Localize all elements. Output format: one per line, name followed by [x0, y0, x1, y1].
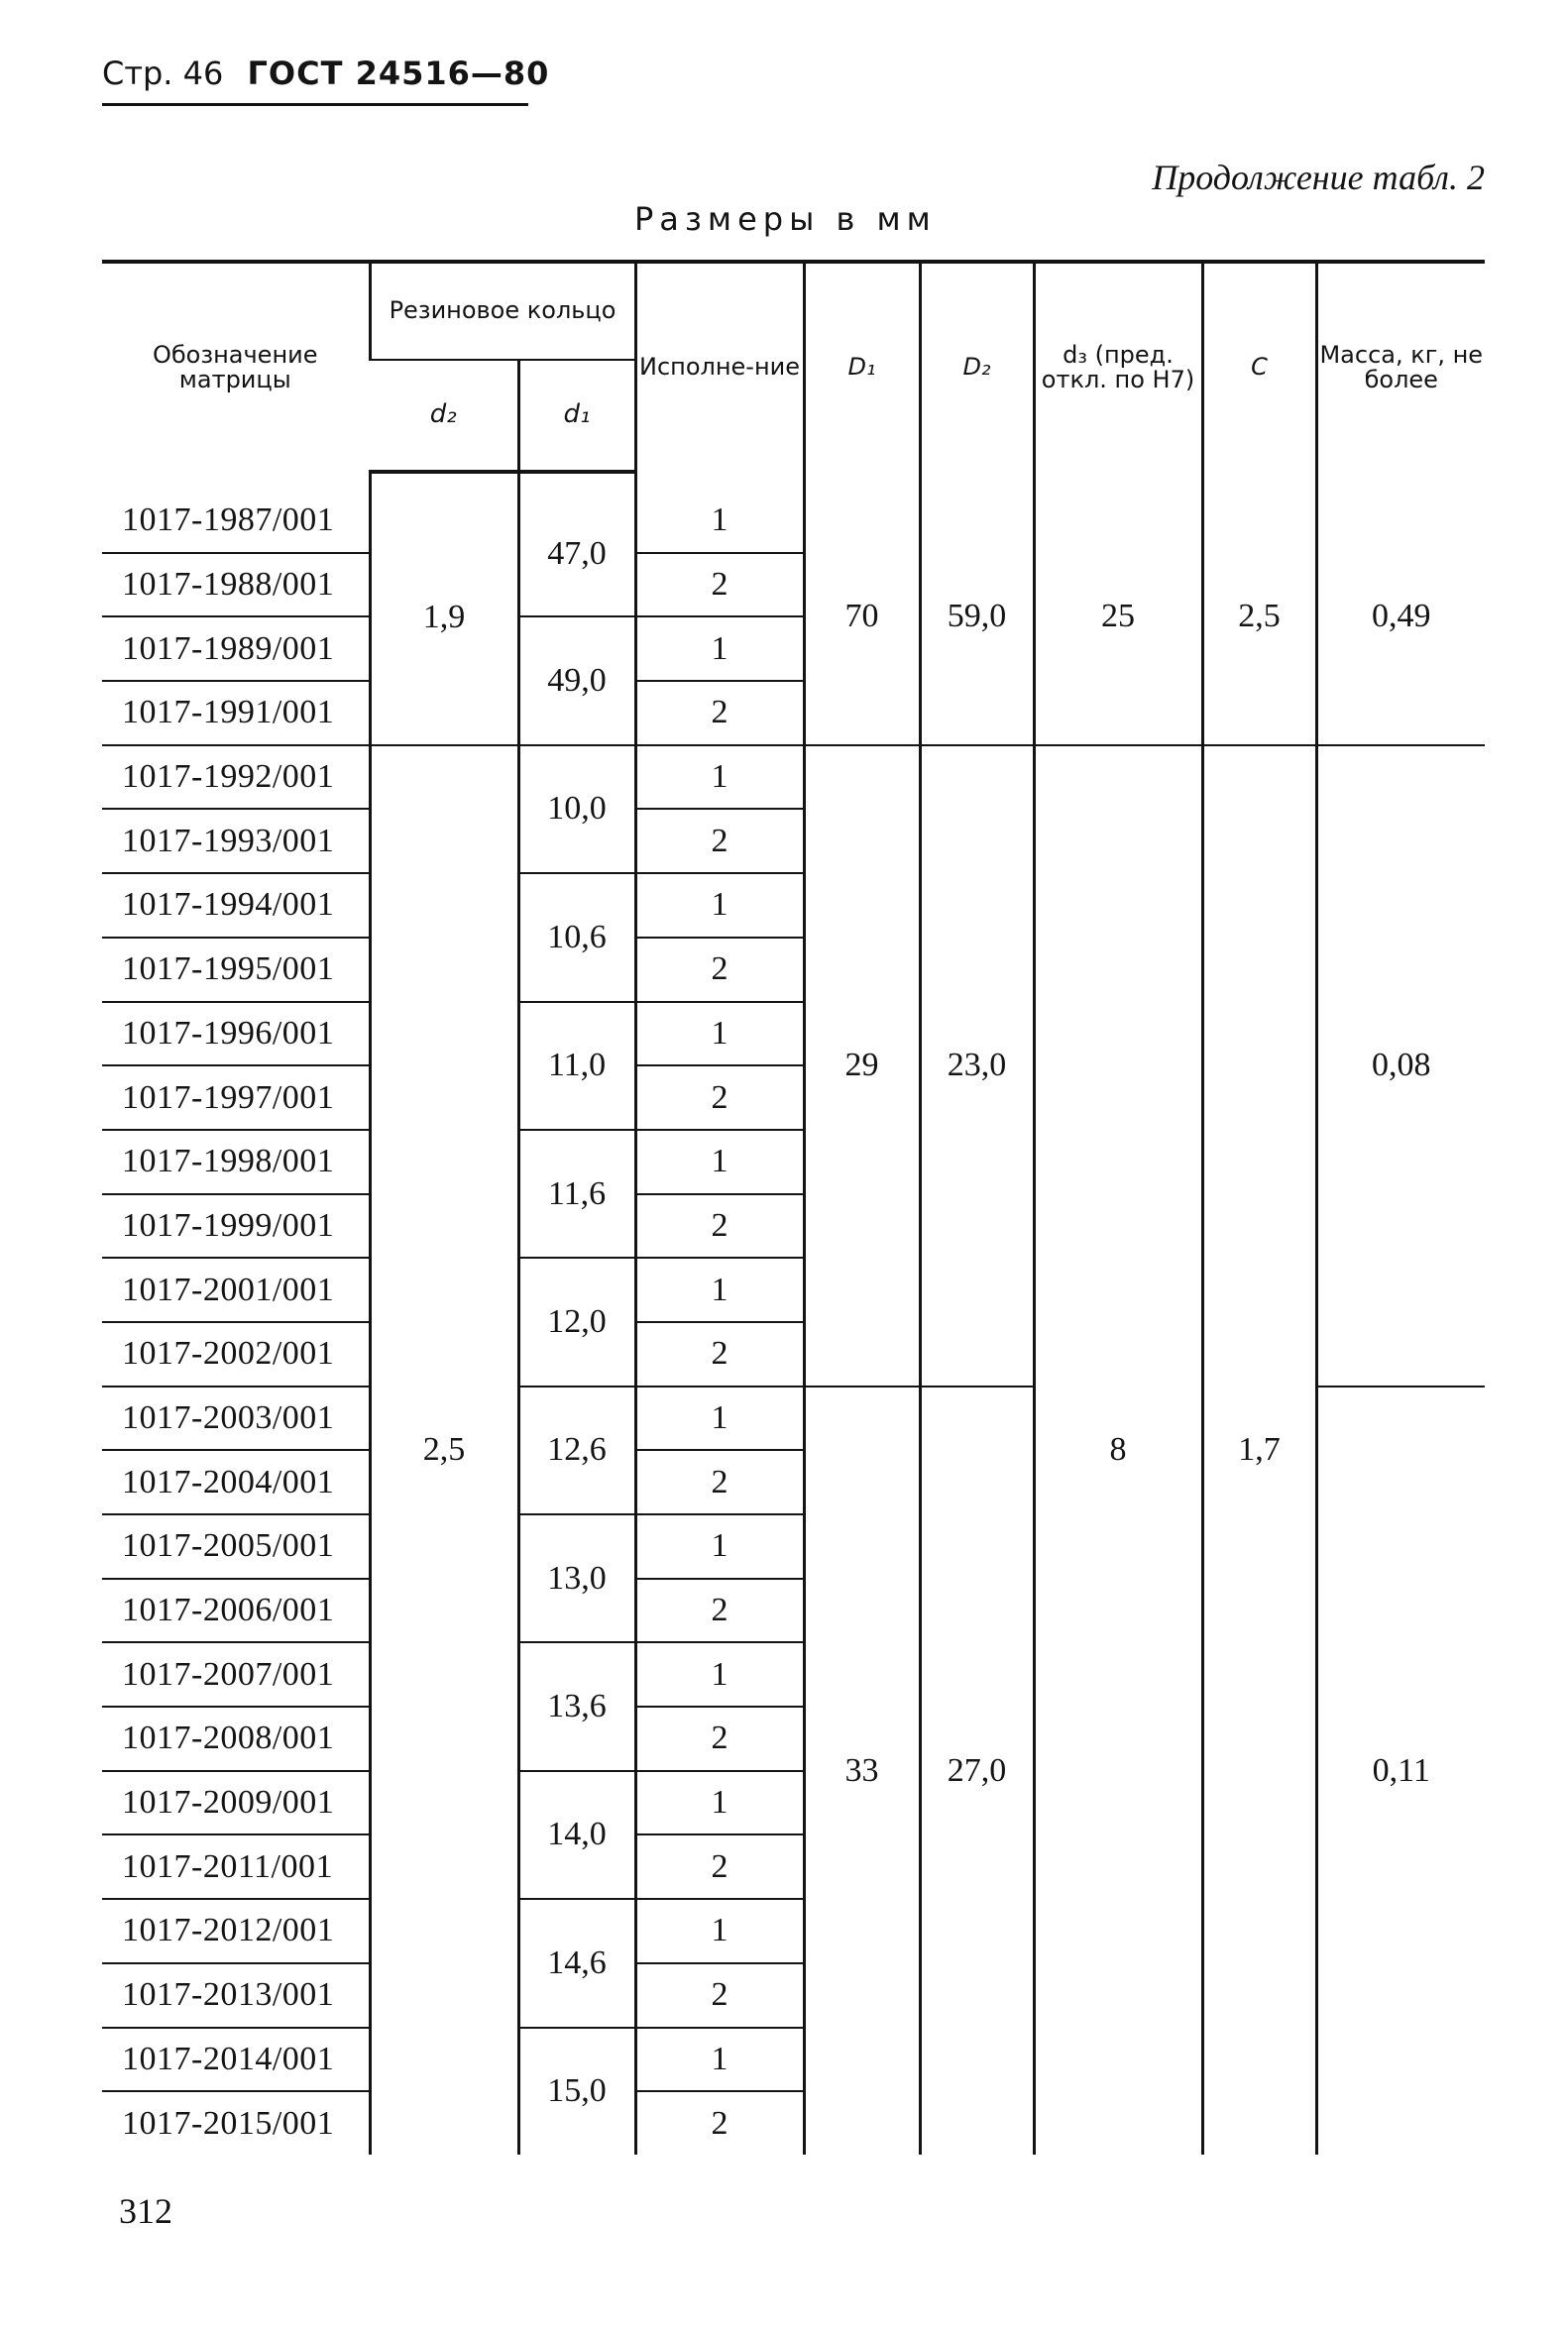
d1-cell: 11,6: [518, 1130, 635, 1258]
table-row-code: 1017-2008/001: [102, 1707, 370, 1771]
standard-number: ГОСТ 24516—80: [247, 55, 550, 92]
page-header: [102, 55, 549, 92]
version-cell: 2: [635, 809, 804, 873]
D2-cell: 27,0: [920, 1387, 1034, 2155]
C-cell: 2,5: [1202, 472, 1316, 745]
version-cell: 2: [635, 553, 804, 617]
version-cell: 1: [635, 616, 804, 681]
table-row-code: 1017-2014/001: [102, 2028, 370, 2092]
units-caption: Размеры в мм: [634, 200, 937, 238]
table-row-code: 1017-1998/001: [102, 1130, 370, 1194]
d1-cell: 15,0: [518, 2028, 635, 2155]
table-row-code: 1017-1997/001: [102, 1065, 370, 1130]
table-row-code: 1017-1994/001: [102, 873, 370, 938]
version-cell: 2: [635, 1450, 804, 1514]
d1-cell: 13,0: [518, 1514, 635, 1642]
version-cell: 1: [635, 472, 804, 553]
version-cell: 1: [635, 1642, 804, 1707]
col-D1: D₁: [804, 262, 920, 472]
version-cell: 2: [635, 1065, 804, 1130]
version-cell: 1: [635, 2028, 804, 2092]
table-row-code: 1017-2012/001: [102, 1899, 370, 1963]
version-cell: 2: [635, 1707, 804, 1771]
continuation-label: Продолжение табл. 2: [1152, 158, 1485, 197]
d1-cell: 12,6: [518, 1387, 635, 1514]
version-cell: 2: [635, 1834, 804, 1899]
d2-cell: 2,5: [370, 745, 518, 2155]
col-d1: d₁: [518, 360, 635, 472]
table-row-code: 1017-2007/001: [102, 1642, 370, 1707]
d1-cell: 11,0: [518, 1002, 635, 1130]
d3-cell: 8: [1034, 745, 1202, 2155]
table-row-code: 1017-2013/001: [102, 1963, 370, 2028]
col-d2: d₂: [370, 360, 518, 472]
d1-cell: 10,0: [518, 745, 635, 873]
table-row-code: 1017-1988/001: [102, 553, 370, 617]
d1-cell: 13,6: [518, 1642, 635, 1770]
table-row-code: 1017-2011/001: [102, 1834, 370, 1899]
table-row-code: 1017-1993/001: [102, 809, 370, 873]
mass-cell: 0,08: [1316, 745, 1485, 1387]
version-cell: 2: [635, 1194, 804, 1259]
table-row-code: 1017-1991/001: [102, 681, 370, 745]
d1-cell: 14,0: [518, 1771, 635, 1899]
version-cell: 1: [635, 1002, 804, 1066]
version-cell: 2: [635, 1963, 804, 2028]
table-row-code: 1017-2005/001: [102, 1514, 370, 1579]
version-cell: 2: [635, 1322, 804, 1387]
table-row-code: 1017-1992/001: [102, 745, 370, 810]
version-cell: 1: [635, 1771, 804, 1835]
col-C: C: [1202, 262, 1316, 472]
mass-cell: 0,49: [1316, 472, 1485, 745]
table-row-code: 1017-2009/001: [102, 1771, 370, 1835]
table-row-code: 1017-1989/001: [102, 616, 370, 681]
version-cell: 2: [635, 681, 804, 745]
version-cell: 2: [635, 2091, 804, 2155]
mass-cell: 0,11: [1316, 1387, 1485, 2155]
version-cell: 2: [635, 1579, 804, 1643]
D1-cell: 70: [804, 472, 920, 745]
table-row-code: 1017-2001/001: [102, 1258, 370, 1322]
page-number: 312: [119, 2191, 172, 2231]
table-row-code: 1017-2015/001: [122, 2104, 335, 2142]
page-label: Стр. 46: [102, 55, 224, 92]
D1-cell: 33: [804, 1387, 920, 2155]
d3-cell: 25: [1034, 472, 1202, 745]
version-cell: 1: [635, 1899, 804, 1963]
version-cell: 1: [635, 745, 804, 810]
table-row-code: 1017-1999/001: [102, 1194, 370, 1259]
col-D2: D₂: [920, 262, 1034, 472]
matrix-dimensions-table: [102, 260, 1485, 2155]
d1-cell: 49,0: [518, 616, 635, 744]
col-version: Исполне-ние: [635, 262, 804, 472]
col-rubber-ring: Резиновое кольцо: [370, 262, 635, 360]
version-cell: 1: [635, 873, 804, 938]
D1-cell: 29: [804, 745, 920, 1387]
version-cell: 1: [635, 1387, 804, 1451]
header-rule: [102, 103, 528, 106]
table-row-code: 1017-2003/001: [102, 1387, 370, 1451]
d1-cell: 10,6: [518, 873, 635, 1001]
D2-cell: 59,0: [920, 472, 1034, 745]
col-d3: d₃ (пред. откл. по H7): [1034, 262, 1202, 472]
table-row-code: 1017-1995/001: [102, 938, 370, 1002]
D2-cell: 23,0: [920, 745, 1034, 1387]
d1-cell: 47,0: [518, 472, 635, 616]
version-cell: 1: [635, 1130, 804, 1194]
version-cell: 2: [635, 938, 804, 1002]
d1-cell: 12,0: [518, 1258, 635, 1386]
d2-cell: 1,9: [370, 472, 518, 745]
table-row-code: 1017-1996/001: [102, 1002, 370, 1066]
C-cell: 1,7: [1202, 745, 1316, 2155]
col-designation: Обозначение матрицы: [102, 262, 370, 472]
table-row-code: 1017-1987/001: [102, 472, 370, 553]
version-cell: 1: [635, 1258, 804, 1322]
d1-cell: 14,6: [518, 1899, 635, 2027]
table-row-code: 1017-2006/001: [102, 1579, 370, 1643]
version-cell: 1: [635, 1514, 804, 1579]
table-row-code: 1017-2002/001: [102, 1322, 370, 1387]
table-row-code: 1017-2004/001: [102, 1450, 370, 1514]
col-mass: Масса, кг, не более: [1316, 262, 1485, 472]
